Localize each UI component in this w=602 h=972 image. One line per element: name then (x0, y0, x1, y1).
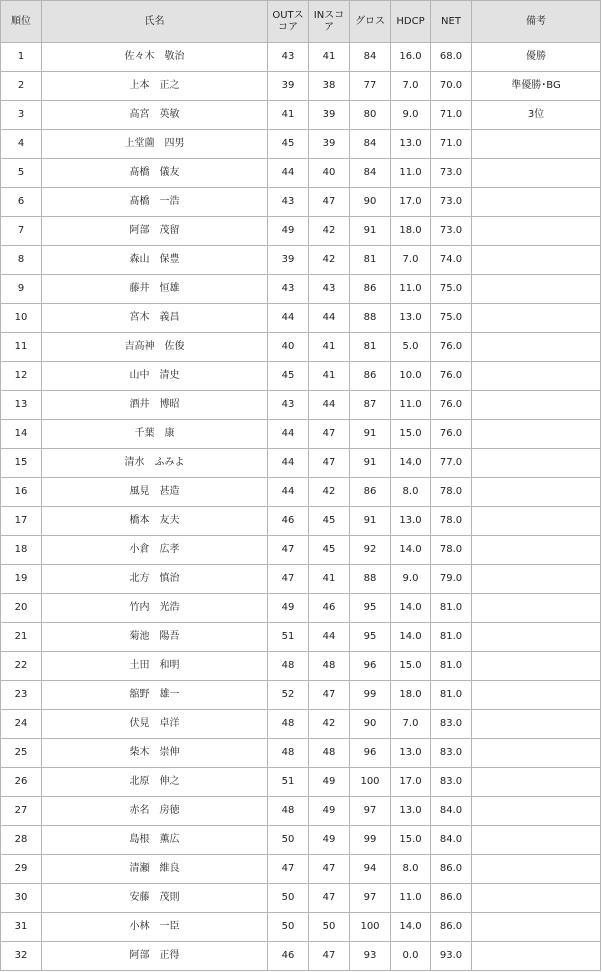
cell-rank: 32 (1, 942, 42, 971)
cell-name: 北方 慎治 (42, 565, 268, 594)
cell-net: 75.0 (431, 275, 472, 304)
cell-gross: 81 (350, 246, 391, 275)
cell-gross: 84 (350, 43, 391, 72)
cell-net: 74.0 (431, 246, 472, 275)
cell-rank: 12 (1, 362, 42, 391)
cell-net: 73.0 (431, 217, 472, 246)
table-row (1, 304, 601, 333)
cell-out-score: 43 (268, 188, 309, 217)
cell-hdcp: 7.0 (391, 72, 431, 101)
cell-hdcp: 14.0 (391, 623, 431, 652)
cell-note (472, 304, 601, 333)
cell-in-score: 42 (309, 217, 350, 246)
cell-name: 吉高神 佐俊 (42, 333, 268, 362)
cell-hdcp: 15.0 (391, 826, 431, 855)
cell-rank: 23 (1, 681, 42, 710)
cell-note (472, 768, 601, 797)
cell-note (472, 826, 601, 855)
cell-rank: 11 (1, 333, 42, 362)
cell-net: 86.0 (431, 884, 472, 913)
cell-rank: 3 (1, 101, 42, 130)
results-body (1, 43, 601, 971)
cell-out-score: 39 (268, 246, 309, 275)
cell-name: 柴木 崇伸 (42, 739, 268, 768)
cell-in-score: 39 (309, 130, 350, 159)
cell-in-score: 47 (309, 188, 350, 217)
cell-in-score: 40 (309, 159, 350, 188)
table-row (1, 855, 601, 884)
cell-rank: 2 (1, 72, 42, 101)
table-row (1, 681, 601, 710)
cell-out-score: 43 (268, 43, 309, 72)
cell-note (472, 739, 601, 768)
cell-note: 優勝 (472, 43, 601, 72)
header-gross: グロス (350, 1, 391, 43)
cell-out-score: 41 (268, 101, 309, 130)
cell-net: 77.0 (431, 449, 472, 478)
cell-net: 71.0 (431, 130, 472, 159)
cell-gross: 95 (350, 623, 391, 652)
table-row (1, 652, 601, 681)
cell-in-score: 48 (309, 739, 350, 768)
header-name: 氏名 (42, 1, 268, 43)
cell-gross: 88 (350, 304, 391, 333)
cell-gross: 96 (350, 652, 391, 681)
cell-out-score: 44 (268, 304, 309, 333)
cell-in-score: 44 (309, 623, 350, 652)
cell-net: 86.0 (431, 855, 472, 884)
cell-in-score: 39 (309, 101, 350, 130)
cell-in-score: 38 (309, 72, 350, 101)
cell-net: 93.0 (431, 942, 472, 971)
cell-name: 土田 和明 (42, 652, 268, 681)
cell-hdcp: 14.0 (391, 594, 431, 623)
cell-in-score: 47 (309, 855, 350, 884)
cell-rank: 6 (1, 188, 42, 217)
cell-note (472, 507, 601, 536)
cell-out-score: 45 (268, 362, 309, 391)
cell-name: 千葉 康 (42, 420, 268, 449)
cell-rank: 31 (1, 913, 42, 942)
cell-net: 78.0 (431, 536, 472, 565)
cell-note (472, 159, 601, 188)
cell-name: 橋本 友夫 (42, 507, 268, 536)
cell-in-score: 42 (309, 478, 350, 507)
table-row (1, 710, 601, 739)
cell-note (472, 797, 601, 826)
cell-rank: 22 (1, 652, 42, 681)
cell-in-score: 41 (309, 362, 350, 391)
cell-rank: 8 (1, 246, 42, 275)
cell-net: 71.0 (431, 101, 472, 130)
cell-net: 76.0 (431, 420, 472, 449)
table-row (1, 913, 601, 942)
cell-gross: 96 (350, 739, 391, 768)
cell-note (472, 942, 601, 971)
cell-name: 山中 清史 (42, 362, 268, 391)
table-row (1, 536, 601, 565)
cell-rank: 28 (1, 826, 42, 855)
cell-hdcp: 8.0 (391, 855, 431, 884)
table-row (1, 797, 601, 826)
cell-note (472, 478, 601, 507)
cell-gross: 81 (350, 333, 391, 362)
cell-net: 86.0 (431, 913, 472, 942)
table-row (1, 478, 601, 507)
cell-note (472, 594, 601, 623)
cell-hdcp: 7.0 (391, 710, 431, 739)
cell-hdcp: 15.0 (391, 420, 431, 449)
cell-rank: 13 (1, 391, 42, 420)
cell-gross: 87 (350, 391, 391, 420)
cell-in-score: 42 (309, 246, 350, 275)
cell-in-score: 43 (309, 275, 350, 304)
cell-hdcp: 16.0 (391, 43, 431, 72)
cell-gross: 93 (350, 942, 391, 971)
cell-note (472, 681, 601, 710)
table-row (1, 826, 601, 855)
table-row (1, 565, 601, 594)
cell-rank: 21 (1, 623, 42, 652)
cell-net: 70.0 (431, 72, 472, 101)
cell-hdcp: 14.0 (391, 449, 431, 478)
cell-in-score: 46 (309, 594, 350, 623)
table-row (1, 739, 601, 768)
header-out-score: OUTスコア (268, 1, 309, 43)
cell-gross: 94 (350, 855, 391, 884)
cell-net: 79.0 (431, 565, 472, 594)
cell-name: 宮木 義昌 (42, 304, 268, 333)
cell-note (472, 130, 601, 159)
cell-note (472, 536, 601, 565)
cell-note (472, 217, 601, 246)
table-row (1, 188, 601, 217)
cell-hdcp: 0.0 (391, 942, 431, 971)
cell-rank: 7 (1, 217, 42, 246)
cell-rank: 26 (1, 768, 42, 797)
cell-net: 83.0 (431, 768, 472, 797)
cell-name: 菊池 陽吾 (42, 623, 268, 652)
cell-out-score: 52 (268, 681, 309, 710)
cell-out-score: 43 (268, 391, 309, 420)
cell-net: 78.0 (431, 507, 472, 536)
cell-rank: 17 (1, 507, 42, 536)
cell-out-score: 45 (268, 130, 309, 159)
cell-out-score: 47 (268, 565, 309, 594)
cell-hdcp: 13.0 (391, 507, 431, 536)
cell-rank: 14 (1, 420, 42, 449)
cell-out-score: 46 (268, 942, 309, 971)
cell-note (472, 362, 601, 391)
cell-in-score: 47 (309, 681, 350, 710)
cell-gross: 91 (350, 420, 391, 449)
cell-out-score: 46 (268, 507, 309, 536)
cell-gross: 99 (350, 826, 391, 855)
cell-hdcp: 9.0 (391, 101, 431, 130)
cell-in-score: 49 (309, 768, 350, 797)
cell-hdcp: 5.0 (391, 333, 431, 362)
cell-name: 北原 伸之 (42, 768, 268, 797)
cell-net: 76.0 (431, 391, 472, 420)
cell-note (472, 913, 601, 942)
cell-name: 森山 保豊 (42, 246, 268, 275)
cell-out-score: 51 (268, 768, 309, 797)
cell-net: 78.0 (431, 478, 472, 507)
cell-note (472, 449, 601, 478)
cell-hdcp: 17.0 (391, 188, 431, 217)
cell-out-score: 51 (268, 623, 309, 652)
cell-name: 阿部 正得 (42, 942, 268, 971)
cell-note: 3位 (472, 101, 601, 130)
cell-hdcp: 15.0 (391, 652, 431, 681)
cell-gross: 80 (350, 101, 391, 130)
cell-name: 風見 甚造 (42, 478, 268, 507)
table-row (1, 942, 601, 971)
cell-rank: 30 (1, 884, 42, 913)
table-row (1, 333, 601, 362)
cell-out-score: 44 (268, 159, 309, 188)
cell-net: 75.0 (431, 304, 472, 333)
cell-rank: 16 (1, 478, 42, 507)
cell-name: 上堂薗 四男 (42, 130, 268, 159)
cell-gross: 84 (350, 130, 391, 159)
cell-out-score: 43 (268, 275, 309, 304)
cell-note (472, 623, 601, 652)
cell-hdcp: 11.0 (391, 159, 431, 188)
cell-rank: 4 (1, 130, 42, 159)
table-row (1, 130, 601, 159)
cell-out-score: 44 (268, 449, 309, 478)
cell-gross: 90 (350, 188, 391, 217)
cell-rank: 24 (1, 710, 42, 739)
cell-rank: 25 (1, 739, 42, 768)
cell-rank: 15 (1, 449, 42, 478)
table-row (1, 623, 601, 652)
cell-hdcp: 13.0 (391, 739, 431, 768)
cell-gross: 95 (350, 594, 391, 623)
cell-rank: 10 (1, 304, 42, 333)
cell-gross: 77 (350, 72, 391, 101)
cell-gross: 99 (350, 681, 391, 710)
cell-gross: 100 (350, 913, 391, 942)
table-row (1, 420, 601, 449)
cell-out-score: 48 (268, 739, 309, 768)
cell-name: 酒井 博昭 (42, 391, 268, 420)
header-in-score: INスコア (309, 1, 350, 43)
cell-hdcp: 10.0 (391, 362, 431, 391)
cell-in-score: 48 (309, 652, 350, 681)
cell-gross: 86 (350, 275, 391, 304)
cell-net: 81.0 (431, 681, 472, 710)
cell-note (472, 420, 601, 449)
cell-in-score: 41 (309, 565, 350, 594)
cell-out-score: 48 (268, 652, 309, 681)
cell-note: 準優勝･BG (472, 72, 601, 101)
cell-hdcp: 13.0 (391, 797, 431, 826)
cell-out-score: 49 (268, 217, 309, 246)
cell-hdcp: 8.0 (391, 478, 431, 507)
cell-name: 高宮 英敏 (42, 101, 268, 130)
cell-name: 髙橋 一浩 (42, 188, 268, 217)
cell-name: 藤井 恒雄 (42, 275, 268, 304)
cell-out-score: 44 (268, 420, 309, 449)
cell-out-score: 39 (268, 72, 309, 101)
header-note: 備考 (472, 1, 601, 43)
cell-in-score: 41 (309, 333, 350, 362)
cell-gross: 100 (350, 768, 391, 797)
table-row (1, 449, 601, 478)
cell-net: 76.0 (431, 362, 472, 391)
cell-gross: 91 (350, 217, 391, 246)
cell-name: 清水 ふみよ (42, 449, 268, 478)
cell-in-score: 42 (309, 710, 350, 739)
cell-name: 上本 正之 (42, 72, 268, 101)
cell-net: 83.0 (431, 739, 472, 768)
cell-net: 73.0 (431, 188, 472, 217)
cell-name: 髙橋 儀友 (42, 159, 268, 188)
cell-gross: 90 (350, 710, 391, 739)
cell-gross: 97 (350, 884, 391, 913)
cell-out-score: 49 (268, 594, 309, 623)
cell-out-score: 50 (268, 826, 309, 855)
cell-note (472, 884, 601, 913)
cell-out-score: 40 (268, 333, 309, 362)
cell-name: 舘野 雄一 (42, 681, 268, 710)
cell-name: 島根 薫広 (42, 826, 268, 855)
cell-name: 竹内 光浩 (42, 594, 268, 623)
cell-out-score: 47 (268, 536, 309, 565)
cell-note (472, 652, 601, 681)
cell-name: 安藤 茂則 (42, 884, 268, 913)
cell-gross: 91 (350, 449, 391, 478)
cell-in-score: 49 (309, 797, 350, 826)
cell-in-score: 45 (309, 536, 350, 565)
cell-name: 阿部 茂留 (42, 217, 268, 246)
cell-rank: 5 (1, 159, 42, 188)
cell-gross: 97 (350, 797, 391, 826)
cell-in-score: 41 (309, 43, 350, 72)
cell-note (472, 565, 601, 594)
cell-net: 68.0 (431, 43, 472, 72)
cell-out-score: 47 (268, 855, 309, 884)
table-row (1, 246, 601, 275)
cell-rank: 20 (1, 594, 42, 623)
cell-in-score: 47 (309, 942, 350, 971)
cell-rank: 18 (1, 536, 42, 565)
cell-gross: 86 (350, 478, 391, 507)
cell-out-score: 48 (268, 797, 309, 826)
cell-in-score: 50 (309, 913, 350, 942)
cell-in-score: 49 (309, 826, 350, 855)
cell-name: 小倉 広孝 (42, 536, 268, 565)
table-row (1, 362, 601, 391)
table-row (1, 72, 601, 101)
cell-in-score: 45 (309, 507, 350, 536)
cell-gross: 92 (350, 536, 391, 565)
cell-note (472, 710, 601, 739)
cell-name: 佐々木 敬治 (42, 43, 268, 72)
cell-out-score: 44 (268, 478, 309, 507)
cell-hdcp: 18.0 (391, 681, 431, 710)
cell-note (472, 275, 601, 304)
cell-hdcp: 7.0 (391, 246, 431, 275)
cell-rank: 1 (1, 43, 42, 72)
cell-name: 清瀬 維良 (42, 855, 268, 884)
cell-net: 81.0 (431, 652, 472, 681)
cell-net: 73.0 (431, 159, 472, 188)
cell-note (472, 246, 601, 275)
cell-net: 81.0 (431, 623, 472, 652)
cell-in-score: 44 (309, 304, 350, 333)
cell-hdcp: 13.0 (391, 304, 431, 333)
table-row (1, 43, 601, 72)
cell-rank: 29 (1, 855, 42, 884)
cell-hdcp: 11.0 (391, 884, 431, 913)
cell-out-score: 50 (268, 884, 309, 913)
cell-name: 赤名 房徳 (42, 797, 268, 826)
cell-net: 83.0 (431, 710, 472, 739)
cell-rank: 9 (1, 275, 42, 304)
cell-hdcp: 13.0 (391, 130, 431, 159)
table-row (1, 391, 601, 420)
cell-hdcp: 9.0 (391, 565, 431, 594)
cell-note (472, 333, 601, 362)
cell-hdcp: 14.0 (391, 536, 431, 565)
cell-gross: 86 (350, 362, 391, 391)
cell-hdcp: 11.0 (391, 391, 431, 420)
cell-hdcp: 17.0 (391, 768, 431, 797)
cell-out-score: 50 (268, 913, 309, 942)
cell-gross: 91 (350, 507, 391, 536)
table-row (1, 507, 601, 536)
cell-name: 小林 一臣 (42, 913, 268, 942)
cell-note (472, 188, 601, 217)
header-net: NET (431, 1, 472, 43)
cell-rank: 19 (1, 565, 42, 594)
cell-out-score: 48 (268, 710, 309, 739)
cell-hdcp: 14.0 (391, 913, 431, 942)
cell-note (472, 391, 601, 420)
cell-net: 84.0 (431, 826, 472, 855)
cell-net: 81.0 (431, 594, 472, 623)
header-hdcp: HDCP (391, 1, 431, 43)
cell-net: 76.0 (431, 333, 472, 362)
table-row (1, 884, 601, 913)
cell-hdcp: 18.0 (391, 217, 431, 246)
cell-net: 84.0 (431, 797, 472, 826)
cell-gross: 88 (350, 565, 391, 594)
cell-name: 伏見 卓洋 (42, 710, 268, 739)
table-row (1, 217, 601, 246)
table-row (1, 275, 601, 304)
cell-in-score: 47 (309, 420, 350, 449)
cell-in-score: 47 (309, 449, 350, 478)
cell-note (472, 855, 601, 884)
table-row (1, 768, 601, 797)
table-row (1, 159, 601, 188)
cell-rank: 27 (1, 797, 42, 826)
cell-gross: 84 (350, 159, 391, 188)
table-row (1, 594, 601, 623)
cell-in-score: 44 (309, 391, 350, 420)
table-row (1, 101, 601, 130)
cell-in-score: 47 (309, 884, 350, 913)
header-row (1, 1, 601, 43)
header-rank: 順位 (1, 1, 42, 43)
cell-hdcp: 11.0 (391, 275, 431, 304)
